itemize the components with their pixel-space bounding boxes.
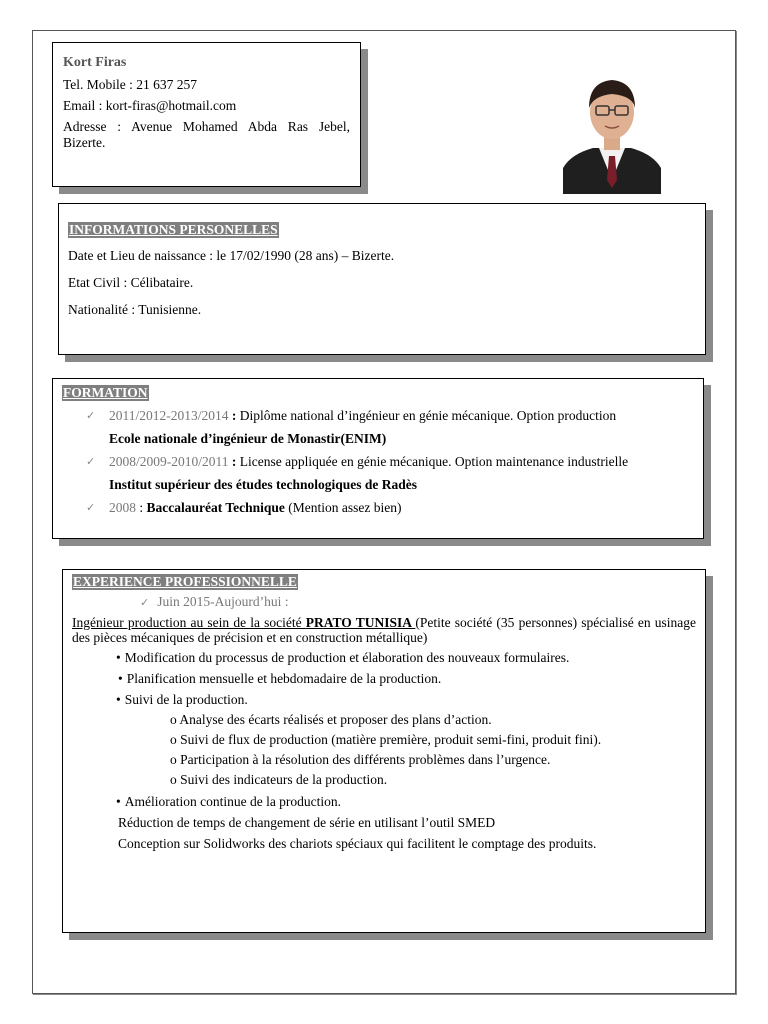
subtask-text: Suivi des indicateurs de la production. xyxy=(180,772,388,787)
subtask-item xyxy=(72,732,696,748)
subtask-item xyxy=(72,712,696,728)
task-text: Suivi de la production. xyxy=(124,692,248,707)
formation-item xyxy=(62,408,694,424)
experience-period-text: Juin 2015-Aujourd’hui : xyxy=(157,594,289,609)
formation-school: Institut supérieur des études technologiques de Radès xyxy=(109,477,418,492)
circle-bullet-icon: o xyxy=(170,732,181,747)
subtask-text: Analyse des écarts réalisés et proposer des plans d’action. xyxy=(179,712,492,727)
check-icon: ✓ xyxy=(86,502,96,514)
achievement-line: Conception sur Solidworks des chariots spéciaux qui facilitent le comptage des produits. xyxy=(118,836,597,851)
nationality: Nationalité : Tunisienne. xyxy=(68,302,202,317)
task-bullet xyxy=(72,692,696,708)
phone-line: Tel. Mobile : 21 637 257 xyxy=(63,77,198,92)
company-description: (Petite société (35 personnes) spécialisé en usinage des pièces mécaniques de précision et en construction métallique) xyxy=(72,615,696,645)
task-bullet xyxy=(72,671,696,687)
experience-title: EXPERIENCE PROFESSIONNELLE xyxy=(73,574,297,589)
job-title: Ingénieur production au sein de la société xyxy=(72,615,306,630)
experience-period xyxy=(72,594,696,611)
contact-box xyxy=(52,42,361,187)
check-icon: ✓ xyxy=(86,456,96,468)
birth-info: Date et Lieu de naissance : le 17/02/1990 (28 ans) – Bizerte. xyxy=(68,248,395,263)
formation-item xyxy=(62,500,694,516)
formation-title: FORMATION xyxy=(63,385,148,400)
formation-mention: (Mention assez bien) xyxy=(284,500,402,515)
bullet-dot-icon: • xyxy=(118,671,123,686)
subtask-text: Suivi de flux de production (matière première, produit semi-fini, produit fini). xyxy=(180,732,602,747)
task-bullet xyxy=(72,794,696,810)
circle-bullet-icon: o xyxy=(170,752,181,767)
subtask-item xyxy=(72,752,696,768)
bullet-dot-icon: • xyxy=(116,794,121,809)
subtask-text: Participation à la résolution des différents problèmes dans l’urgence. xyxy=(180,752,551,767)
formation-degree: License appliquée en génie mécanique. Option maintenance industrielle xyxy=(239,454,629,469)
formation-date: 2008/2009-2010/2011 xyxy=(109,454,229,469)
profile-photo xyxy=(563,70,661,194)
formation-item xyxy=(62,454,694,470)
achievement-line: Réduction de temps de changement de série en utilisant l’outil SMED xyxy=(118,815,496,830)
task-text: Planification mensuelle et hebdomadaire de la production. xyxy=(126,671,442,686)
personal-info-section xyxy=(58,203,706,355)
formation-degree: Diplôme national d’ingénieur en génie mécanique. Option production xyxy=(239,408,617,423)
circle-bullet-icon: o xyxy=(170,772,181,787)
task-text: Modification du processus de production et élaboration des nouveaux formulaires. xyxy=(124,650,570,665)
circle-bullet-icon: o xyxy=(170,712,180,727)
bullet-dot-icon: • xyxy=(116,650,121,665)
experience-intro xyxy=(72,615,696,645)
formation-school: Ecole nationale d’ingénieur de Monastir(ENIM) xyxy=(109,431,387,446)
formation-section xyxy=(52,378,704,539)
task-text: Amélioration continue de la production. xyxy=(124,794,342,809)
email-line: Email : kort-firas@hotmail.com xyxy=(63,98,237,113)
subtask-item xyxy=(72,772,696,788)
company-name: PRATO TUNISIA xyxy=(305,615,416,630)
formation-date: 2011/2012-2013/2014 xyxy=(109,408,229,423)
check-icon: ✓ xyxy=(86,410,96,422)
check-icon: ✓ xyxy=(140,597,150,609)
civil-status: Etat Civil : Célibataire. xyxy=(68,275,194,290)
task-bullet xyxy=(72,650,696,666)
candidate-name: Kort Firas xyxy=(63,55,127,70)
profile-photo-illustration xyxy=(563,70,661,194)
personal-info-title: INFORMATIONS PERSONELLES xyxy=(69,222,278,237)
formation-separator: : xyxy=(228,454,240,469)
formation-date: 2008 xyxy=(109,500,136,515)
formation-separator: : xyxy=(136,500,147,515)
formation-separator: : xyxy=(228,408,240,423)
bullet-dot-icon: • xyxy=(116,692,121,707)
address-line: Adresse : Avenue Mohamed Abda Ras Jebel, Bizerte. xyxy=(63,119,350,150)
formation-degree-bold: Baccalauréat Technique xyxy=(146,500,285,515)
experience-section xyxy=(62,569,706,933)
